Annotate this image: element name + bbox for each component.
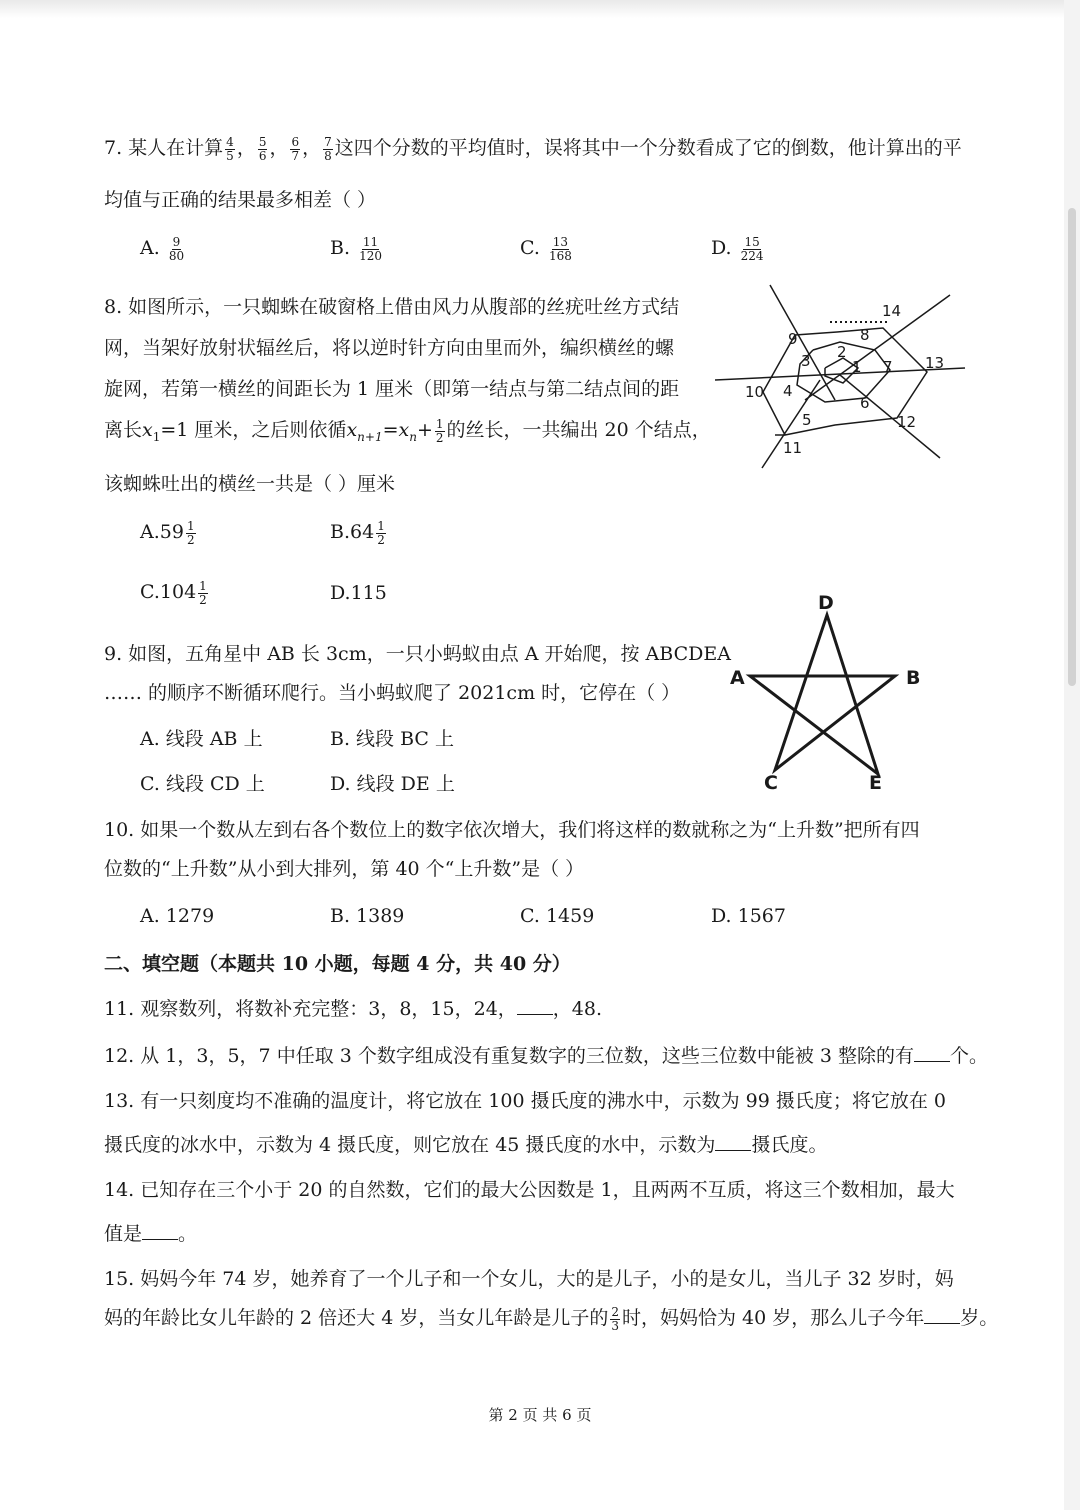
- page-footer: 第 2 页 共 6 页: [488, 1406, 592, 1424]
- q14-line-2: 值是 。: [104, 1223, 198, 1245]
- web-label-10: 10: [745, 383, 765, 401]
- web-label-4: 4: [783, 382, 793, 400]
- q8-option-c[interactable]: C.104 $\frac{1}{2}$: [140, 579, 207, 607]
- q8-option-d[interactable]: D.115: [330, 582, 387, 604]
- section-title-fill-in: 二、填空题（本题共 10 小题，每题 4 分，共 40 分）: [104, 953, 571, 975]
- q8-option-a[interactable]: A.59 $\frac{1}{2}$: [140, 519, 195, 547]
- q9-line-1: 9. 如图，五角星中 AB 长 3cm，一只小蚂蚁由点 A 开始爬，按 ABCDEA: [104, 643, 731, 665]
- q7-fraction: $\frac{6}{7}$: [291, 135, 300, 163]
- q7-option-c[interactable]: C. $\frac{13}{168}$: [520, 235, 572, 263]
- q11-answer-blank[interactable]: [517, 998, 553, 1015]
- q13-answer-blank[interactable]: [715, 1134, 751, 1151]
- q12-line: 12. 从 1，3，5，7 中任取 3 个数字组成没有重复数字的三位数，这些三位数中能被 3 整除的有 个。: [104, 1045, 989, 1067]
- q7-option-d[interactable]: D. $\frac{15}{224}$: [711, 235, 764, 263]
- q8-option-b[interactable]: B.64 $\frac{1}{2}$: [330, 519, 385, 547]
- scrollbar-track[interactable]: [1064, 0, 1080, 1510]
- web-label-12: 12: [897, 413, 917, 431]
- q14-line-1: 14. 已知存在三个小于 20 的自然数，它们的最大公因数是 1，且两两不互质，将这三个数相加，最大: [104, 1179, 955, 1201]
- scrollbar-thumb[interactable]: [1068, 208, 1076, 686]
- web-label-9: 9: [788, 330, 798, 348]
- q10-option-c[interactable]: C. 1459: [520, 905, 595, 927]
- web-label-5: 5: [802, 411, 812, 429]
- q10-line-1: 10. 如果一个数从左到右各个数位上的数字依次增大，我们将这样的数就称之为“上升数”把所有四: [104, 819, 920, 841]
- pentagram-figure: [720, 590, 930, 800]
- q7-option-a[interactable]: A. $\frac{9}{80}$: [140, 235, 185, 263]
- q8-line-5: 该蜘蛛吐出的横丝一共是（ ）厘米: [104, 473, 396, 495]
- star-label-b: B: [906, 667, 921, 689]
- q13-line-2: 摄氏度的冰水中，示数为 4 摄氏度，则它放在 45 摄氏度的水中，示数为 摄氏度。: [104, 1134, 828, 1156]
- q12-answer-blank[interactable]: [914, 1045, 950, 1062]
- star-label-d: D: [818, 592, 834, 614]
- q7-line-1: 7. 某人在计算 $\frac{4}{5}$ ， $\frac{5}{6}$ ， $\frac{6}{7}$ ， $\frac{7}{8}$ 这四个分数的平均值时，误将其中一个分数看成了它的倒数，他计算出的平: [104, 135, 962, 163]
- web-label-6: 6: [860, 394, 870, 412]
- q15-line-2: 妈的年龄比女儿年龄的 2 倍还大 4 岁，当女儿年龄是儿子的 $\frac{2}{3}$ 时，妈妈恰为 40 岁，那么儿子今年 岁。: [104, 1305, 999, 1333]
- web-label-7: 7: [883, 358, 893, 376]
- q7-fraction: $\frac{5}{6}$: [258, 135, 267, 163]
- web-label-2: 2: [837, 343, 847, 361]
- web-label-8: 8: [860, 326, 870, 344]
- web-label-3: 3: [801, 352, 811, 370]
- star-label-e: E: [869, 772, 882, 794]
- q14-answer-blank[interactable]: [142, 1223, 178, 1240]
- star-label-a: A: [730, 667, 745, 689]
- q15-answer-blank[interactable]: [924, 1307, 960, 1324]
- q11-line: 11. 观察数列，将数补充完整：3，8，15，24， ，48.: [104, 998, 603, 1020]
- star-label-c: C: [764, 772, 778, 794]
- q7-text: 7. 某人在计算: [104, 137, 224, 160]
- spider-web-figure: [715, 280, 975, 470]
- q10-option-b[interactable]: B. 1389: [330, 905, 405, 927]
- web-label-14: 14: [882, 302, 902, 320]
- web-label-1: 1: [852, 358, 862, 376]
- q9-line-2: …… 的顺序不断循环爬行。当小蚂蚁爬了 2021cm 时，它停在（ ）: [104, 682, 681, 704]
- q9-option-c[interactable]: C. 线段 CD 上: [140, 773, 265, 795]
- q7-option-b[interactable]: B. $\frac{11}{120}$: [330, 235, 382, 263]
- q10-option-a[interactable]: A. 1279: [140, 905, 215, 927]
- q15-line-1: 15. 妈妈今年 74 岁，她养育了一个儿子和一个女儿，大的是儿子，小的是女儿，当儿子 32 岁时，妈: [104, 1268, 954, 1290]
- web-label-13: 13: [925, 354, 945, 372]
- q9-option-b[interactable]: B. 线段 BC 上: [330, 728, 454, 750]
- q8-line-1: 8. 如图所示，一只蜘蛛在破窗格上借由风力从腹部的丝疣吐丝方式结: [104, 296, 680, 318]
- q7-line-2: 均值与正确的结果最多相差（ ）: [104, 189, 377, 211]
- q8-line-4: 离长$x_1=1$ 厘米，之后则依循$x_{n+1}=x_n+$ $\frac{1}{2}$ 的丝长，一共编出 20 个结点，: [104, 417, 711, 445]
- q7-fraction: $\frac{7}{8}$: [324, 135, 332, 163]
- q13-line-1: 13. 有一只刻度均不准确的温度计，将它放在 100 摄氏度的沸水中，示数为 99 摄氏度；将它放在 0: [104, 1090, 946, 1112]
- q7-fraction: $\frac{4}{5}$: [226, 135, 234, 163]
- q9-option-d[interactable]: D. 线段 DE 上: [330, 773, 455, 795]
- q9-option-a[interactable]: A. 线段 AB 上: [140, 728, 263, 750]
- q8-line-2: 网，当架好放射状辐丝后，将以逆时针方向由里而外，编织横丝的螺: [104, 337, 675, 359]
- page-top-shadow: [0, 0, 1080, 18]
- web-label-11: 11: [783, 439, 803, 457]
- q8-line-3: 旋网，若第一横丝的间距长为 1 厘米（即第一结点与第二结点间的距: [104, 378, 680, 400]
- q10-option-d[interactable]: D. 1567: [711, 905, 786, 927]
- q10-line-2: 位数的“上升数”从小到大排列，第 40 个“上升数”是（ ）: [104, 858, 585, 880]
